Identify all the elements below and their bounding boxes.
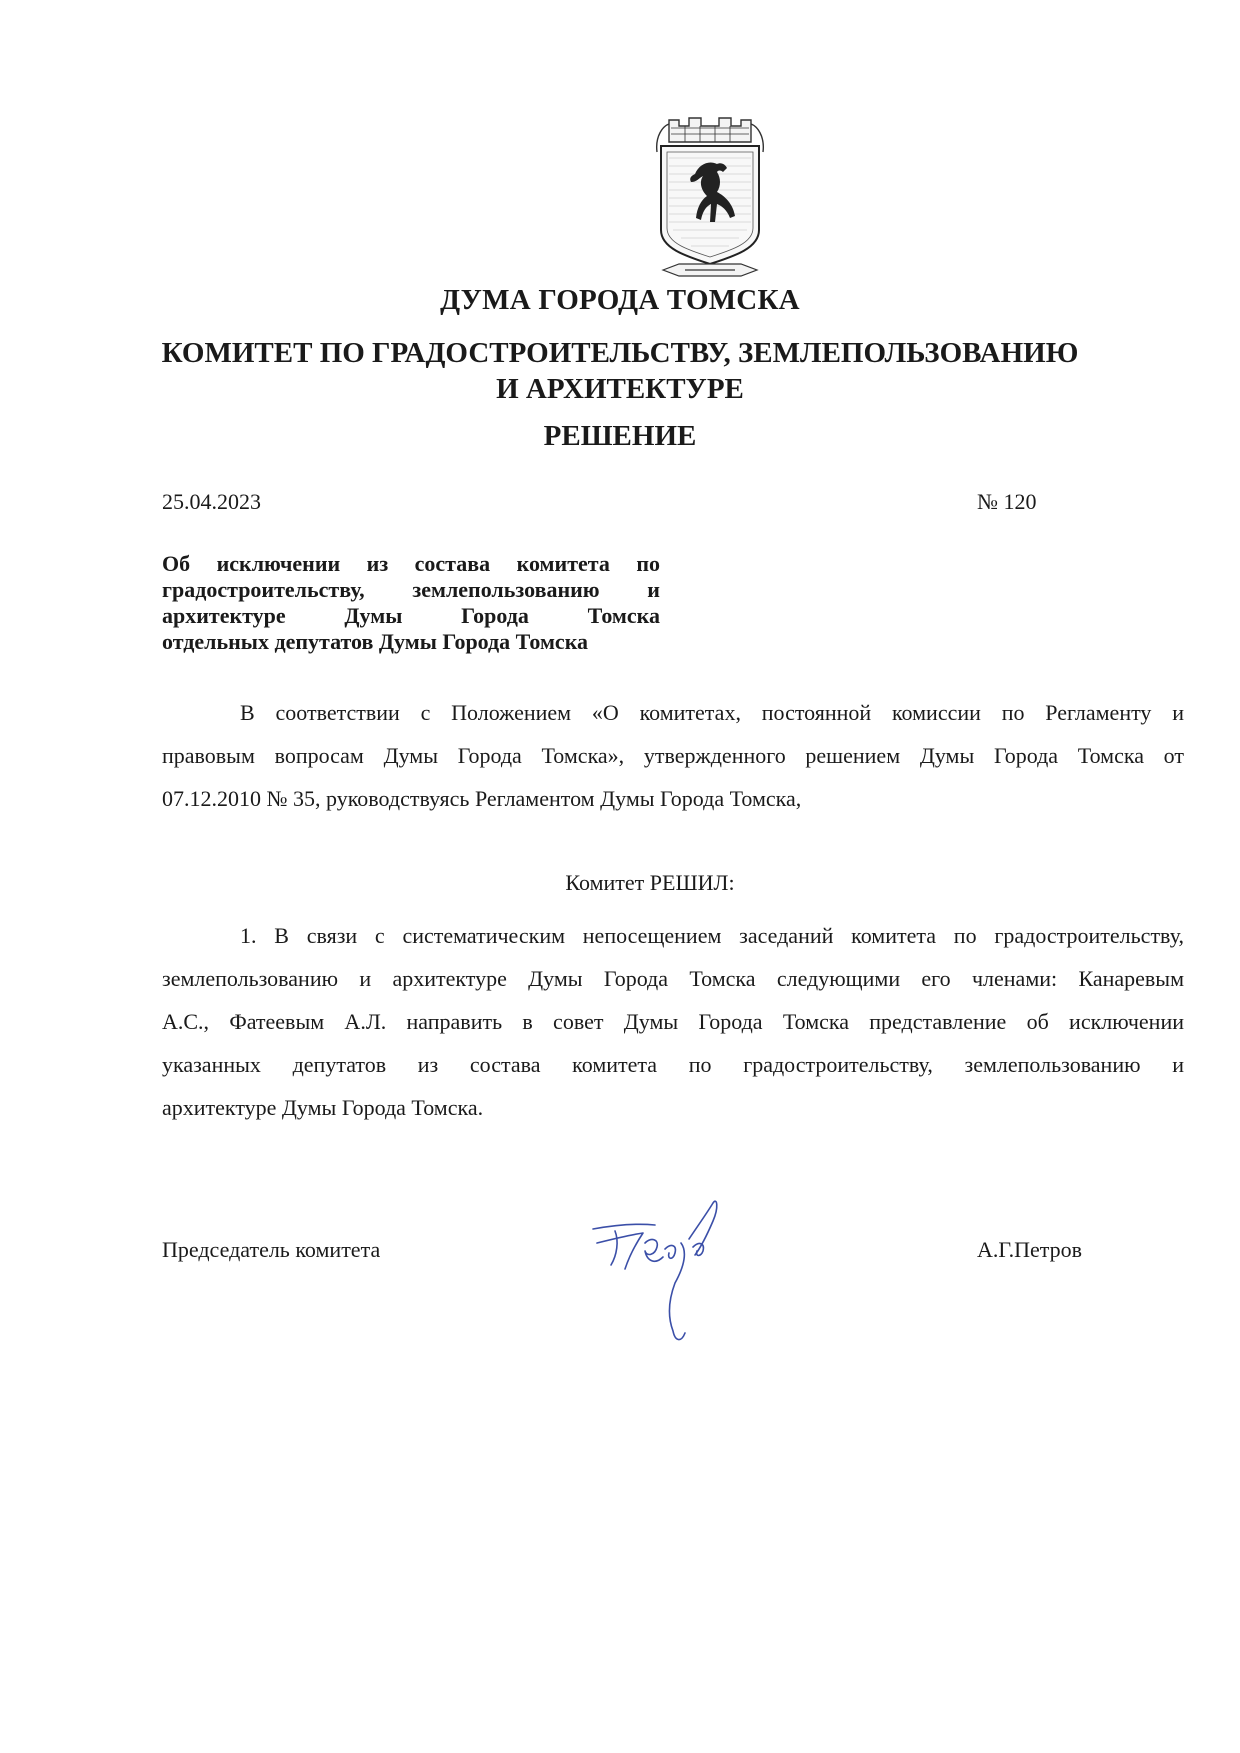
subject-line: архитектуре Думы Города Томска bbox=[162, 603, 660, 628]
document-number: № 120 bbox=[977, 489, 1037, 514]
committee-title bbox=[0, 335, 1240, 407]
document-type: РЕШЕНИЕ bbox=[543, 420, 697, 452]
committee-title-line1: КОМИТЕТ ПО ГРАДОСТРОИТЕЛЬСТВУ, ЗЕМЛЕПОЛЬЗОВАНИЮ bbox=[161, 337, 1079, 369]
decision-heading: Комитет РЕШИЛ: bbox=[565, 870, 735, 895]
signer-name: А.Г.Петров bbox=[977, 1237, 1083, 1262]
subject-line: отдельных депутатов Думы Города Томска bbox=[162, 629, 589, 654]
organization-title: ДУМА ГОРОДА ТОМСКА bbox=[440, 284, 800, 316]
document-date: 25.04.2023 bbox=[162, 489, 261, 514]
coat-of-arms-icon bbox=[655, 112, 765, 282]
signer-role: Председатель комитета bbox=[162, 1237, 381, 1262]
handwritten-signature-icon bbox=[585, 1195, 785, 1355]
decision-line: 1. В связи с систематическим непосещением заседаний комитета по градостроительству, bbox=[240, 923, 1184, 948]
preamble-line: В соответствии с Положением «О комитетах, постоянной комиссии по Регламенту и bbox=[240, 700, 1184, 725]
decision-line: указанных депутатов из состава комитета по градостроительству, землепользованию и bbox=[162, 1052, 1184, 1077]
preamble-line: правовым вопросам Думы Города Томска», утвержденного решением Думы Города Томска от bbox=[162, 743, 1184, 768]
decision-line: архитектуре Думы Города Томска. bbox=[162, 1095, 484, 1120]
subject-line: Об исключении из состава комитета по bbox=[162, 551, 660, 576]
preamble-line: 07.12.2010 № 35, руководствуясь Регламентом Думы Города Томска, bbox=[162, 786, 802, 811]
document-subject bbox=[162, 551, 660, 655]
subject-line: градостроительству, землепользованию и bbox=[162, 577, 660, 602]
decision-line: А.С., Фатеевым А.Л. направить в совет Думы Города Томска представление об исключении bbox=[162, 1009, 1184, 1034]
preamble-paragraph bbox=[162, 691, 1184, 820]
committee-title-line2: И АРХИТЕКТУРЕ bbox=[496, 373, 744, 405]
decision-line: землепользованию и архитектуре Думы Города Томска следующими его членами: Канаревым bbox=[162, 966, 1184, 991]
decision-item-1 bbox=[162, 914, 1184, 1129]
